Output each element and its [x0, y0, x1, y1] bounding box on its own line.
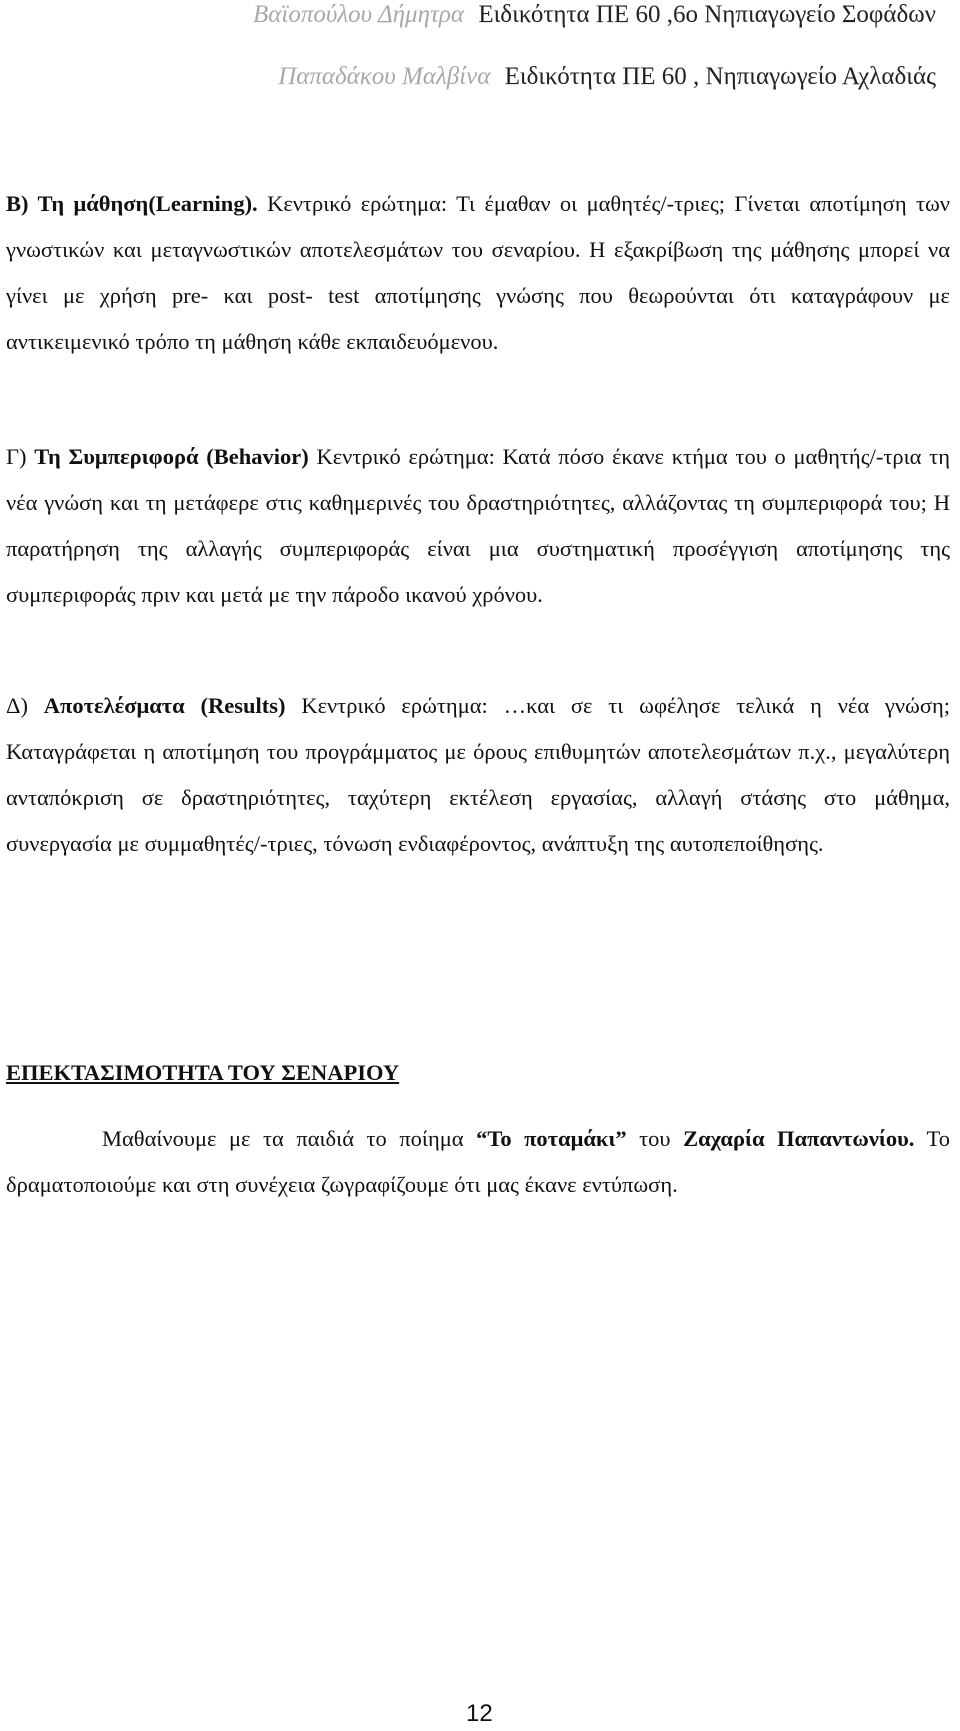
paragraph-prefix: Γ): [6, 444, 35, 469]
section-heading: ΕΠΕΚΤΑΣΙΜΟΤΗΤΑ ΤΟΥ ΣΕΝΑΡΙΟΥ: [6, 1060, 400, 1085]
poem-title: “Το ποταμάκι”: [476, 1126, 627, 1151]
author-role: Ειδικότητα ΠΕ 60 , Νηπιαγωγείο Αχλαδιάς: [504, 63, 936, 90]
paragraph-text: Κεντρικό ερώτημα: Κατά πόσο έκανε κτήμα του ο μαθητής/-τρια τη νέα γνώση και τη μετάφερε στις καθημερινές του δραστηριότητες, αλλάζοντας τη συμπεριφορά του; Η παρατήρηση της αλλαγής συμπεριφοράς είναι μια συστηματική προσέγγιση αποτίμησης της συμπεριφοράς πριν και μετά με την πάροδο ικανού χρόνου.: [6, 444, 950, 607]
paragraph-extension: [6, 1116, 950, 1208]
header-line-1: [253, 0, 936, 30]
paragraph-behavior: [6, 434, 950, 618]
paragraph-text: Μαθαίνουμε με τα παιδιά το ποίημα: [102, 1126, 477, 1151]
paragraph-lead: Αποτελέσματα (Results): [43, 693, 286, 718]
paragraph-lead: Β) Τη μάθηση(Learning).: [6, 191, 258, 216]
paragraph-text: Το δραματοποιούμε και στη συνέχεια ζωγραφίζουμε ότι μας έκανε εντύπωση.: [6, 1126, 950, 1197]
paragraph-text: Κεντρικό ερώτημα: Τι έμαθαν οι μαθητές/-τριες; Γίνεται αποτίμηση των γνωστικών και μεταγνωστικών αποτελεσμάτων του σεναρίου. Η εξακρίβωση της μάθησης μπορεί να γίνει με χρήση pre- και post- test αποτίμησης γνώσης που θεωρούνται ότι καταγράφουν με αντικειμενικό τρόπο τη μάθηση κάθε εκπαιδευόμενου.: [6, 191, 950, 354]
header-line-2: [278, 62, 936, 92]
paragraph-learning: [6, 181, 950, 365]
paragraph-lead: Τη Συμπεριφορά (Behavior): [34, 444, 309, 469]
paragraph-prefix: Δ): [6, 693, 44, 718]
paragraph-text: Κεντρικό ερώτημα: …και σε τι ωφέλησε τελικά η νέα γνώση; Καταγράφεται η αποτίμηση του προγράμματος με όρους επιθυμητών αποτελεσμάτων π.χ., μεγαλύτερη ανταπόκριση σε δραστηριότητες, ταχύτερη εκτέλεση εργασίας, αλλαγή στάσης στο μάθημα, συνεργασία με συμμαθητές/-τριες, τόνωση ενδιαφέροντος, ανάπτυξη της αυτοπεποίθησης.: [6, 693, 950, 856]
page-number: 12: [466, 1700, 493, 1727]
author-role: Ειδικότητα ΠΕ 60 ,6ο Νηπιαγωγείο Σοφάδων: [478, 1, 936, 28]
author-name: Βαϊοπούλου Δήμητρα: [253, 1, 465, 28]
author-name: Παπαδάκου Μαλβίνα: [278, 63, 491, 90]
paragraph-text: του: [626, 1126, 684, 1151]
paragraph-results: [6, 683, 950, 867]
poem-author: Ζαχαρία Παπαντωνίου.: [683, 1126, 915, 1151]
